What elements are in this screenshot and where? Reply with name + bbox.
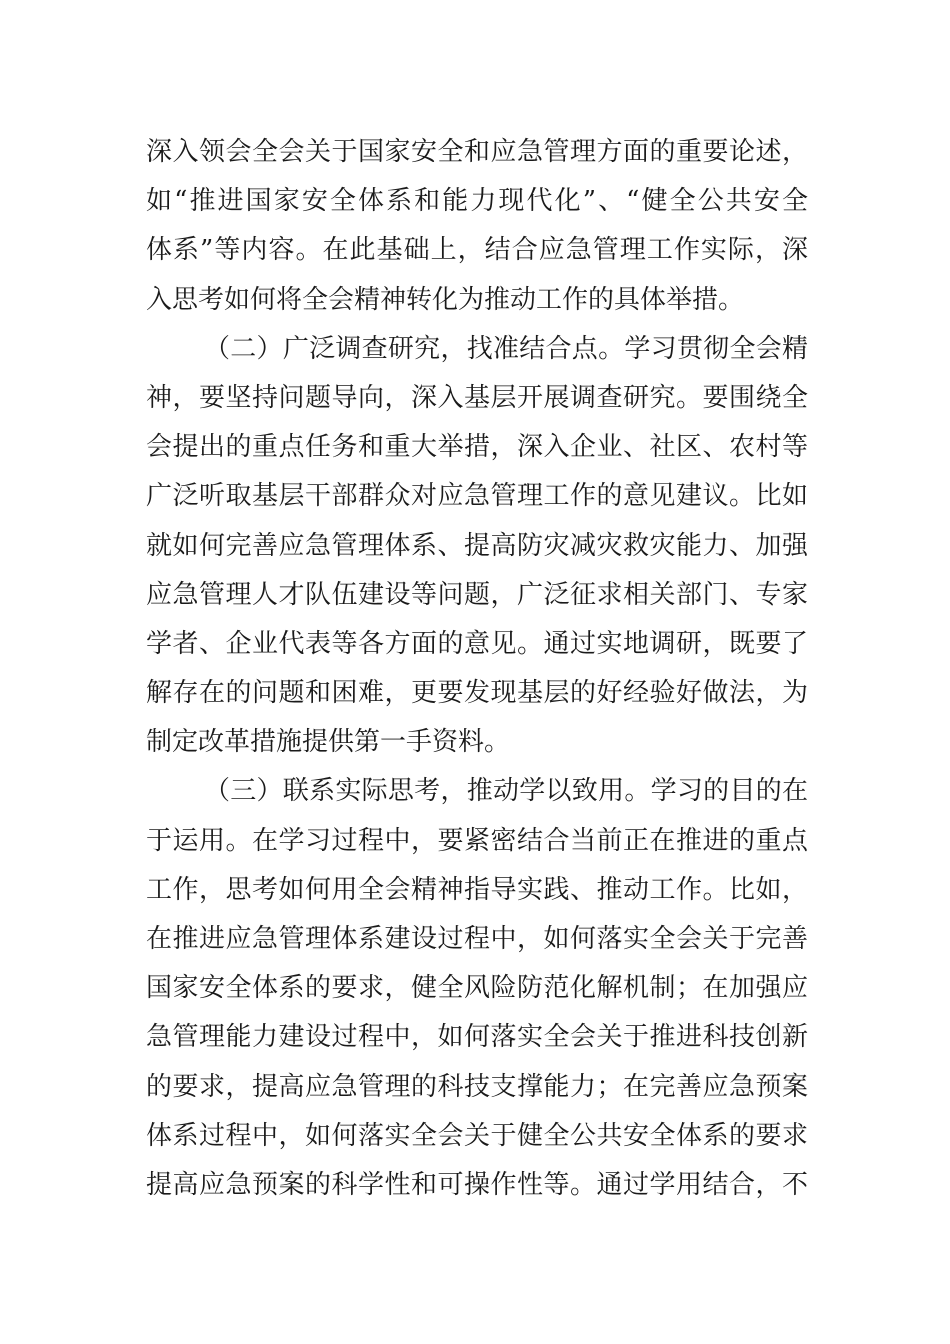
text-line: 解存在的问题和困难，更要发现基层的好经验好做法，为 xyxy=(146,678,808,709)
text-line: 深入领会全会关于国家安全和应急管理方面的重要论述， xyxy=(146,137,808,167)
text-line: 会提出的重点任务和重大举措，深入企业、社区、农村等 xyxy=(146,432,808,463)
paragraph-continued xyxy=(146,128,808,325)
paragraph-section-2 xyxy=(146,325,808,768)
text-line: 提高应急预案的科学性和可操作性等。通过学用结合，不 xyxy=(146,1169,808,1200)
text-line: 学者、企业代表等各方面的意见。通过实地调研，既要了 xyxy=(146,628,808,659)
text-line: 的要求，提高应急管理的科技支撑能力；在完善应急预案 xyxy=(146,1071,808,1102)
text-line: 体系过程中，如何落实全会关于健全公共安全体系的要求 xyxy=(146,1120,808,1151)
text-line: 急管理能力建设过程中，如何落实全会关于推进科技创新 xyxy=(146,1022,808,1053)
text-line: 国家安全体系的要求，健全风险防范化解机制；在加强应 xyxy=(146,973,808,1004)
text-line: 如“推进国家安全体系和能力现代化”、“健全公共安全 xyxy=(146,186,808,217)
text-line: 就如何完善应急管理体系、提高防灾减灾救灾能力、加强 xyxy=(146,530,808,561)
text-line: 在推进应急管理体系建设过程中，如何落实全会关于完善 xyxy=(146,924,808,954)
text-line: 于运用。在学习过程中，要紧密结合当前正在推进的重点 xyxy=(146,825,808,856)
text-line: 工作，思考如何用全会精神指导实践、推动工作。比如， xyxy=(146,874,808,905)
text-line: 神，要坚持问题导向，深入基层开展调查研究。要围绕全 xyxy=(146,382,808,413)
text-line: 体系”等内容。在此基础上，结合应急管理工作实际，深 xyxy=(146,235,808,266)
text-line: （三）联系实际思考，推动学以致用。学习的目的在 xyxy=(204,776,808,807)
text-line: 入思考如何将全会精神转化为推动工作的具体举措。 xyxy=(146,284,745,315)
document-body xyxy=(146,128,808,1210)
text-line: 广泛听取基层干部群众对应急管理工作的意见建议。比如 xyxy=(146,481,808,512)
paragraph-section-3 xyxy=(146,767,808,1210)
text-line: 应急管理人才队伍建设等问题，广泛征求相关部门、专家 xyxy=(146,579,808,610)
text-line: 制定改革措施提供第一手资料。 xyxy=(146,727,511,758)
text-line: （二）广泛调查研究，找准结合点。学习贯彻全会精 xyxy=(204,333,808,364)
